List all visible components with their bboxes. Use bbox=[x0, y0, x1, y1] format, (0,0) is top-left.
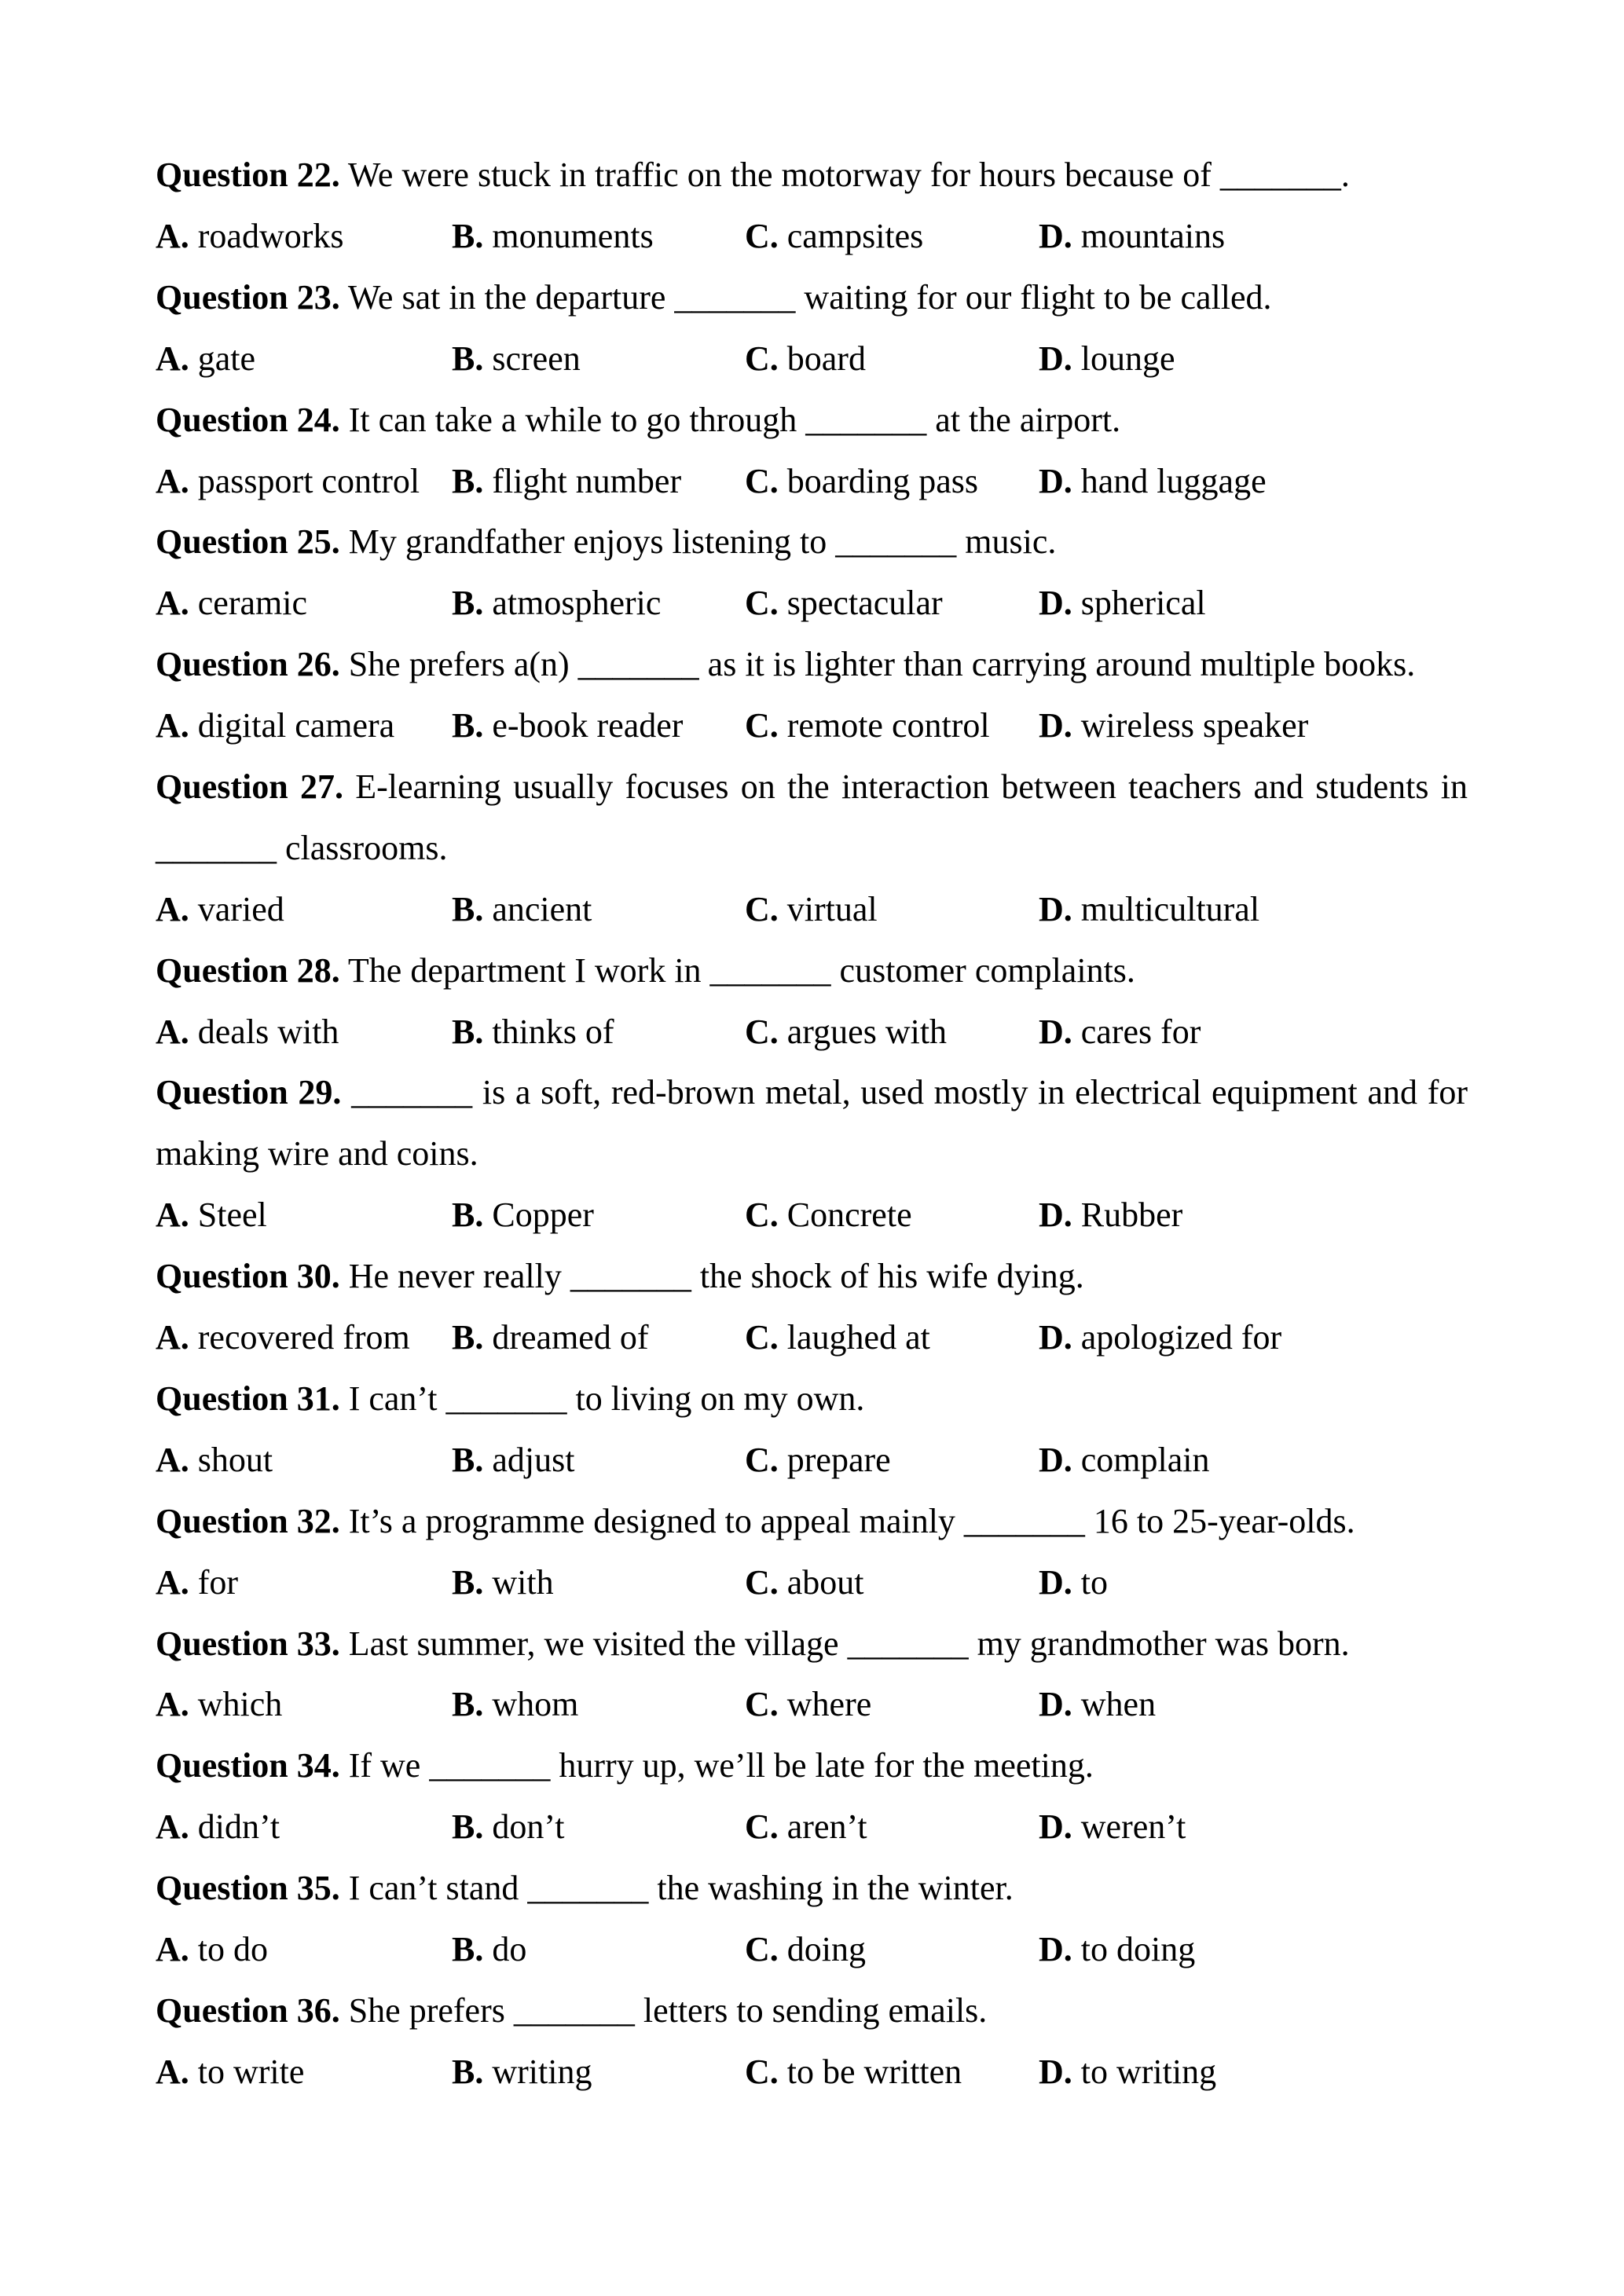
option-text: roadworks bbox=[197, 216, 344, 255]
option-letter: B. bbox=[452, 1440, 484, 1479]
option-text: to doing bbox=[1080, 1930, 1196, 1969]
option-d[interactable] bbox=[1039, 451, 1267, 512]
question-number: Question 36. bbox=[156, 1990, 340, 2030]
option-letter: C. bbox=[745, 1685, 779, 1724]
question-30 bbox=[156, 1246, 1468, 1368]
answer-options bbox=[156, 1552, 1468, 1613]
question-stem bbox=[156, 390, 1468, 451]
question-28 bbox=[156, 940, 1468, 1063]
option-letter: D. bbox=[1039, 584, 1072, 623]
option-letter: A. bbox=[156, 584, 189, 623]
option-b[interactable] bbox=[452, 573, 661, 634]
question-number: Question 23. bbox=[156, 277, 340, 317]
option-letter: A. bbox=[156, 1012, 189, 1051]
question-33 bbox=[156, 1613, 1468, 1736]
question-stem bbox=[156, 1062, 1468, 1185]
option-d[interactable] bbox=[1039, 573, 1206, 634]
question-27 bbox=[156, 756, 1468, 940]
option-letter: D. bbox=[1039, 1012, 1072, 1051]
answer-options bbox=[156, 1796, 1468, 1858]
option-a[interactable] bbox=[156, 1307, 410, 1368]
question-number: Question 34. bbox=[156, 1746, 340, 1785]
option-letter: D. bbox=[1039, 339, 1072, 378]
option-letter: D. bbox=[1039, 1196, 1072, 1235]
question-stem bbox=[156, 1246, 1468, 1307]
question-stem bbox=[156, 145, 1468, 206]
option-a[interactable] bbox=[156, 1796, 280, 1858]
option-text: digital camera bbox=[197, 706, 395, 745]
option-d[interactable] bbox=[1039, 879, 1259, 940]
option-a[interactable] bbox=[156, 1552, 238, 1613]
option-text: ancient bbox=[492, 889, 592, 928]
option-text: do bbox=[492, 1930, 527, 1969]
question-36 bbox=[156, 1980, 1468, 2103]
option-c[interactable] bbox=[745, 1674, 871, 1735]
option-letter: C. bbox=[745, 461, 779, 500]
question-text: We were stuck in traffic on the motorway for hours because of _______. bbox=[347, 156, 1350, 194]
option-letter: A. bbox=[156, 339, 189, 378]
option-letter: C. bbox=[745, 1930, 779, 1969]
option-a[interactable] bbox=[156, 1002, 339, 1063]
option-letter: C. bbox=[745, 889, 779, 928]
option-letter: C. bbox=[745, 2052, 779, 2091]
option-letter: B. bbox=[452, 2052, 484, 2091]
option-text: when bbox=[1080, 1685, 1157, 1724]
option-letter: C. bbox=[745, 584, 779, 623]
option-text: don’t bbox=[492, 1807, 565, 1847]
option-text: which bbox=[197, 1685, 283, 1724]
option-c[interactable] bbox=[745, 2041, 962, 2103]
option-text: to do bbox=[197, 1930, 269, 1969]
answer-options bbox=[156, 1185, 1468, 1246]
question-25 bbox=[156, 511, 1468, 634]
option-b[interactable] bbox=[452, 1552, 554, 1613]
question-stem bbox=[156, 1980, 1468, 2041]
answer-options bbox=[156, 451, 1468, 512]
option-text: hand luggage bbox=[1080, 461, 1267, 500]
option-letter: A. bbox=[156, 1685, 189, 1724]
answer-options bbox=[156, 1430, 1468, 1491]
option-letter: A. bbox=[156, 461, 189, 500]
option-c[interactable] bbox=[745, 206, 923, 267]
question-35 bbox=[156, 1858, 1468, 1980]
option-letter: D. bbox=[1039, 1562, 1072, 1602]
option-text: laughed at bbox=[786, 1318, 930, 1357]
question-text: We sat in the departure _______ waiting for our flight to be called. bbox=[347, 277, 1272, 317]
question-text: If we _______ hurry up, we’ll be late for the meeting. bbox=[348, 1746, 1094, 1785]
option-letter: D. bbox=[1039, 1930, 1072, 1969]
option-c[interactable] bbox=[745, 1796, 867, 1858]
option-letter: B. bbox=[452, 1012, 484, 1051]
question-stem bbox=[156, 756, 1468, 879]
option-text: gate bbox=[197, 339, 256, 378]
question-text: Last summer, we visited the village _______ my grandmother was born. bbox=[348, 1624, 1350, 1663]
question-stem bbox=[156, 1613, 1468, 1675]
question-text: He never really _______ the shock of his wife dying. bbox=[348, 1257, 1084, 1296]
option-text: deals with bbox=[197, 1012, 339, 1051]
option-d[interactable] bbox=[1039, 1674, 1156, 1735]
option-text: cares for bbox=[1080, 1012, 1201, 1051]
option-a[interactable] bbox=[156, 879, 284, 940]
option-letter: C. bbox=[745, 706, 779, 745]
question-text: I can’t stand _______ the washing in the winter. bbox=[348, 1869, 1014, 1908]
option-text: remote control bbox=[786, 706, 990, 745]
option-text: apologized for bbox=[1080, 1318, 1282, 1357]
option-text: recovered from bbox=[197, 1318, 410, 1357]
option-a[interactable] bbox=[156, 695, 394, 756]
option-a[interactable] bbox=[156, 1674, 282, 1735]
option-letter: A. bbox=[156, 216, 189, 255]
option-letter: C. bbox=[745, 1196, 779, 1235]
question-stem bbox=[156, 267, 1468, 328]
option-text: Steel bbox=[197, 1196, 267, 1235]
option-b[interactable] bbox=[452, 206, 654, 267]
option-c[interactable] bbox=[745, 573, 943, 634]
option-c[interactable] bbox=[745, 1430, 891, 1491]
option-text: aren’t bbox=[786, 1807, 867, 1847]
option-c[interactable] bbox=[745, 1919, 866, 1980]
option-b[interactable] bbox=[452, 328, 581, 390]
option-letter: C. bbox=[745, 339, 779, 378]
question-stem bbox=[156, 1368, 1468, 1430]
option-d[interactable] bbox=[1039, 695, 1308, 756]
option-text: spherical bbox=[1080, 584, 1206, 623]
option-d[interactable] bbox=[1039, 1307, 1281, 1368]
option-b[interactable] bbox=[452, 1185, 594, 1246]
question-number: Question 26. bbox=[156, 645, 340, 684]
option-letter: A. bbox=[156, 1807, 189, 1847]
option-text: writing bbox=[492, 2052, 592, 2091]
option-text: flight number bbox=[492, 461, 682, 500]
option-text: prepare bbox=[786, 1440, 891, 1479]
answer-options bbox=[156, 1919, 1468, 1980]
option-letter: A. bbox=[156, 706, 189, 745]
option-text: didn’t bbox=[197, 1807, 280, 1847]
question-29 bbox=[156, 1062, 1468, 1246]
question-number: Question 32. bbox=[156, 1501, 340, 1540]
option-d[interactable] bbox=[1039, 1552, 1108, 1613]
option-letter: D. bbox=[1039, 216, 1072, 255]
option-letter: C. bbox=[745, 1318, 779, 1357]
option-text: atmospheric bbox=[492, 584, 662, 623]
option-text: e-book reader bbox=[492, 706, 684, 745]
option-text: passport control bbox=[197, 461, 420, 500]
answer-options bbox=[156, 2041, 1468, 2103]
option-text: whom bbox=[492, 1685, 579, 1724]
question-32 bbox=[156, 1491, 1468, 1613]
option-text: argues with bbox=[786, 1012, 948, 1051]
option-b[interactable] bbox=[452, 1307, 648, 1368]
option-letter: B. bbox=[452, 216, 484, 255]
question-number: Question 22. bbox=[156, 156, 340, 194]
answer-options bbox=[156, 1307, 1468, 1368]
option-letter: A. bbox=[156, 1440, 189, 1479]
question-stem bbox=[156, 511, 1468, 573]
question-text: It’s a programme designed to appeal mainly _______ 16 to 25-year-olds. bbox=[348, 1501, 1355, 1540]
option-text: boarding pass bbox=[786, 461, 978, 500]
option-c[interactable] bbox=[745, 1307, 930, 1368]
option-letter: C. bbox=[745, 1562, 779, 1602]
option-c[interactable] bbox=[745, 695, 990, 756]
option-letter: B. bbox=[452, 1318, 484, 1357]
option-letter: B. bbox=[452, 461, 484, 500]
question-stem bbox=[156, 1858, 1468, 1919]
option-text: campsites bbox=[786, 216, 924, 255]
question-text: _______ is a soft, red-brown metal, used mostly in electrical equipment and for making wire and coins. bbox=[156, 1073, 1468, 1174]
question-number: Question 31. bbox=[156, 1379, 340, 1418]
question-number: Question 30. bbox=[156, 1257, 340, 1296]
question-text: She prefers a(n) _______ as it is lighter than carrying around multiple books. bbox=[348, 645, 1416, 684]
option-b[interactable] bbox=[452, 1796, 564, 1858]
option-text: shout bbox=[197, 1440, 273, 1479]
option-letter: A. bbox=[156, 1318, 189, 1357]
worksheet-page bbox=[156, 145, 1468, 2103]
question-text: E-learning usually focuses on the interaction between teachers and students in _______ classrooms. bbox=[156, 767, 1468, 867]
option-text: Rubber bbox=[1080, 1196, 1183, 1235]
option-letter: B. bbox=[452, 1196, 484, 1235]
option-d[interactable] bbox=[1039, 328, 1175, 390]
option-text: board bbox=[786, 339, 866, 378]
option-a[interactable] bbox=[156, 206, 344, 267]
option-c[interactable] bbox=[745, 1185, 912, 1246]
option-a[interactable] bbox=[156, 451, 420, 512]
option-d[interactable] bbox=[1039, 1430, 1210, 1491]
option-c[interactable] bbox=[745, 328, 866, 390]
question-stem bbox=[156, 1735, 1468, 1796]
question-31 bbox=[156, 1368, 1468, 1491]
option-letter: D. bbox=[1039, 461, 1072, 500]
option-letter: D. bbox=[1039, 1685, 1072, 1724]
option-text: for bbox=[197, 1562, 239, 1602]
option-letter: A. bbox=[156, 1930, 189, 1969]
option-letter: D. bbox=[1039, 1318, 1072, 1357]
option-b[interactable] bbox=[452, 1919, 526, 1980]
option-text: multicultural bbox=[1080, 889, 1260, 928]
option-text: mountains bbox=[1080, 216, 1226, 255]
option-text: adjust bbox=[492, 1440, 575, 1479]
option-text: with bbox=[492, 1562, 554, 1602]
question-24 bbox=[156, 390, 1468, 512]
option-letter: A. bbox=[156, 1562, 189, 1602]
question-text: She prefers _______ letters to sending emails. bbox=[348, 1990, 988, 2030]
option-a[interactable] bbox=[156, 1430, 273, 1491]
option-c[interactable] bbox=[745, 451, 978, 512]
option-d[interactable] bbox=[1039, 1796, 1186, 1858]
option-b[interactable] bbox=[452, 1002, 614, 1063]
option-a[interactable] bbox=[156, 328, 255, 390]
option-text: wireless speaker bbox=[1080, 706, 1309, 745]
option-text: Copper bbox=[492, 1196, 594, 1235]
answer-options bbox=[156, 695, 1468, 756]
question-number: Question 35. bbox=[156, 1869, 340, 1908]
option-text: about bbox=[786, 1562, 864, 1602]
option-text: where bbox=[786, 1685, 872, 1724]
option-a[interactable] bbox=[156, 1919, 268, 1980]
question-number: Question 24. bbox=[156, 400, 340, 439]
answer-options bbox=[156, 573, 1468, 634]
option-letter: B. bbox=[452, 1807, 484, 1847]
option-b[interactable] bbox=[452, 695, 683, 756]
option-text: weren’t bbox=[1080, 1807, 1186, 1847]
question-number: Question 28. bbox=[156, 950, 340, 990]
option-c[interactable] bbox=[745, 879, 878, 940]
answer-options bbox=[156, 1002, 1468, 1063]
question-22 bbox=[156, 145, 1468, 267]
question-34 bbox=[156, 1735, 1468, 1858]
option-letter: B. bbox=[452, 584, 484, 623]
question-23 bbox=[156, 267, 1468, 390]
option-text: Concrete bbox=[786, 1196, 912, 1235]
question-number: Question 27. bbox=[156, 767, 343, 806]
option-letter: B. bbox=[452, 1930, 484, 1969]
option-letter: D. bbox=[1039, 706, 1072, 745]
option-text: doing bbox=[786, 1930, 867, 1969]
option-text: monuments bbox=[492, 216, 654, 255]
option-a[interactable] bbox=[156, 2041, 304, 2103]
option-letter: C. bbox=[745, 1440, 779, 1479]
option-letter: A. bbox=[156, 889, 189, 928]
option-d[interactable] bbox=[1039, 2041, 1216, 2103]
option-letter: B. bbox=[452, 1685, 484, 1724]
option-text: to be written bbox=[786, 2052, 962, 2091]
option-letter: B. bbox=[452, 706, 484, 745]
option-c[interactable] bbox=[745, 1552, 864, 1613]
answer-options bbox=[156, 879, 1468, 940]
option-text: to bbox=[1080, 1562, 1109, 1602]
option-letter: B. bbox=[452, 339, 484, 378]
option-text: to write bbox=[197, 2052, 305, 2091]
option-letter: C. bbox=[745, 1807, 779, 1847]
option-text: thinks of bbox=[492, 1012, 614, 1051]
option-text: screen bbox=[492, 339, 581, 378]
option-d[interactable] bbox=[1039, 206, 1225, 267]
question-number: Question 33. bbox=[156, 1624, 340, 1663]
question-text: It can take a while to go through _______ at the airport. bbox=[348, 400, 1121, 439]
option-text: spectacular bbox=[786, 584, 943, 623]
question-text: The department I work in _______ customer complaints. bbox=[347, 950, 1135, 990]
question-text: My grandfather enjoys listening to _______ music. bbox=[348, 522, 1057, 562]
option-letter: D. bbox=[1039, 1440, 1072, 1479]
option-letter: C. bbox=[745, 216, 779, 255]
option-b[interactable] bbox=[452, 879, 592, 940]
option-letter: D. bbox=[1039, 1807, 1072, 1847]
option-b[interactable] bbox=[452, 1430, 574, 1491]
option-letter: C. bbox=[745, 1012, 779, 1051]
answer-options bbox=[156, 328, 1468, 390]
answer-options bbox=[156, 206, 1468, 267]
option-text: to writing bbox=[1080, 2052, 1217, 2091]
question-stem bbox=[156, 1491, 1468, 1552]
option-b[interactable] bbox=[452, 1674, 578, 1735]
option-a[interactable] bbox=[156, 1185, 267, 1246]
option-d[interactable] bbox=[1039, 1919, 1195, 1980]
option-letter: B. bbox=[452, 1562, 484, 1602]
question-stem bbox=[156, 940, 1468, 1002]
option-text: varied bbox=[197, 889, 284, 928]
question-number: Question 29. bbox=[156, 1073, 342, 1112]
option-b[interactable] bbox=[452, 451, 681, 512]
option-text: dreamed of bbox=[492, 1318, 649, 1357]
option-c[interactable] bbox=[745, 1002, 947, 1063]
question-text: I can’t _______ to living on my own. bbox=[348, 1379, 865, 1418]
question-number: Question 25. bbox=[156, 522, 340, 562]
option-a[interactable] bbox=[156, 573, 307, 634]
question-26 bbox=[156, 634, 1468, 756]
option-d[interactable] bbox=[1039, 1002, 1201, 1063]
option-d[interactable] bbox=[1039, 1185, 1182, 1246]
option-letter: A. bbox=[156, 1196, 189, 1235]
option-text: ceramic bbox=[197, 584, 307, 623]
option-text: virtual bbox=[786, 889, 878, 928]
option-text: complain bbox=[1080, 1440, 1210, 1479]
option-text: lounge bbox=[1080, 339, 1175, 378]
option-letter: D. bbox=[1039, 2052, 1072, 2091]
question-stem bbox=[156, 634, 1468, 695]
option-letter: A. bbox=[156, 2052, 189, 2091]
option-letter: B. bbox=[452, 889, 484, 928]
option-letter: D. bbox=[1039, 889, 1072, 928]
answer-options bbox=[156, 1674, 1468, 1735]
option-b[interactable] bbox=[452, 2041, 592, 2103]
